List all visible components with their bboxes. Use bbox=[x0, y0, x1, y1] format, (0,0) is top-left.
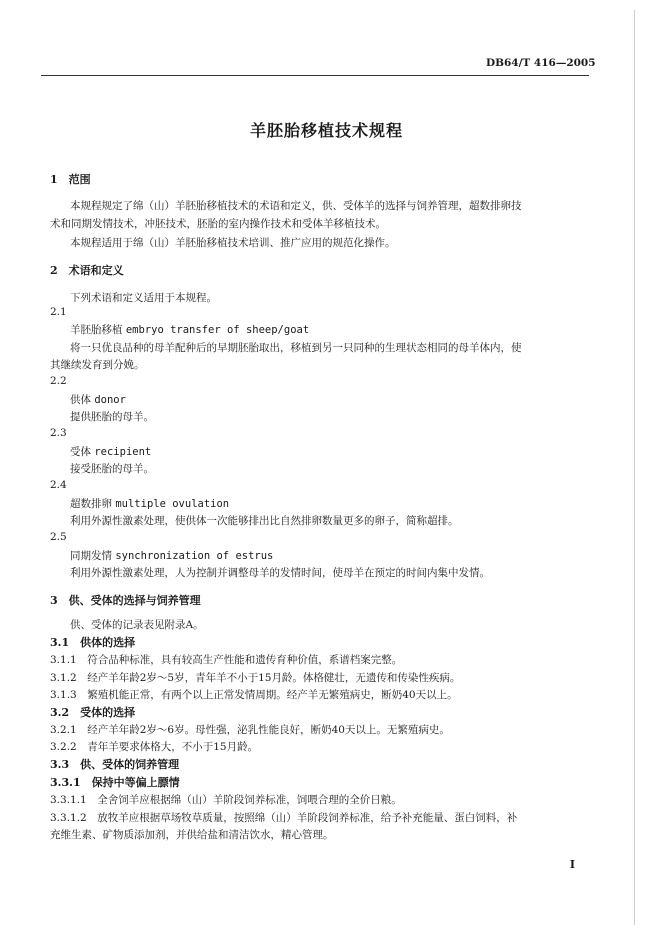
term-2-1-definition-a: 将一只优良品种的母羊配种后的早期胚胎取出，移植到另一只同种的生理状态相同的母羊体内，使 bbox=[70, 342, 522, 354]
page-number: I bbox=[569, 858, 575, 871]
section-3-1-heading: 3.1 供体的选择 bbox=[50, 636, 136, 649]
clause-3-3-1-2a: 3.3.1.2 放牧羊应根据草场牧草质量，按照绵（山）羊阶段饲养标准，给予补充能量、蛋白饲料，补 bbox=[50, 812, 518, 824]
term-2-2-definition: 提供胚胎的母羊。 bbox=[70, 411, 154, 423]
clause-3-1-1: 3.1.1 符合品种标准，具有较高生产性能和遗传育种价值，系谱档案完整。 bbox=[50, 654, 403, 666]
term-2-4-en: multiple ovulation bbox=[115, 498, 230, 510]
term-2-5-number: 2.5 bbox=[50, 531, 67, 543]
header-rule bbox=[41, 75, 589, 76]
term-2-5-definition: 利用外源性激素处理，人为控制并调整母羊的发情时间，使母羊在预定的时间内集中发情。 bbox=[70, 567, 490, 579]
section-1-paragraph-1b: 术和同期发情技术，冲胚技术，胚胎的室内操作技术和受体羊移植技术。 bbox=[50, 218, 386, 230]
clause-3-3-1-1: 3.3.1.1 全舍饲羊应根据绵（山）羊阶段饲养标准，饲喂合理的全价日粮。 bbox=[50, 794, 402, 806]
scan-edge-line bbox=[634, 10, 635, 925]
section-1-paragraph-2: 本规程适用于绵（山）羊胚胎移植技术培训、推广应用的规范化操作。 bbox=[70, 237, 396, 249]
term-2-4-heading bbox=[70, 496, 229, 511]
term-2-4-definition: 利用外源性激素处理，使供体一次能够排出比自然排卵数量更多的卵子，简称超排。 bbox=[70, 515, 459, 527]
section-2-heading: 2 术语和定义 bbox=[50, 264, 124, 277]
clause-3-3-1-heading: 3.3.1 保持中等偏上膘情 bbox=[50, 776, 180, 789]
term-2-3-definition: 接受胚胎的母羊。 bbox=[70, 463, 154, 475]
term-2-3-zh: 受体 bbox=[70, 446, 91, 458]
section-1-heading: 1 范围 bbox=[50, 173, 91, 186]
term-2-5-heading bbox=[70, 548, 273, 563]
section-3-3-heading: 3.3 供、受体的饲养管理 bbox=[50, 758, 180, 771]
term-2-1-zh: 羊胚胎移植 bbox=[70, 324, 123, 336]
section-3-intro: 供、受体的记录表见附录A。 bbox=[70, 619, 204, 631]
term-2-1-en: embryo transfer of sheep/goat bbox=[125, 324, 310, 336]
term-2-2-zh: 供体 bbox=[70, 394, 91, 406]
term-2-2-en: donor bbox=[94, 394, 126, 406]
term-2-3-heading bbox=[70, 444, 151, 459]
term-2-5-en: synchronization of estrus bbox=[115, 550, 274, 562]
term-2-1-heading bbox=[70, 322, 309, 337]
section-2-intro: 下列术语和定义适用于本规程。 bbox=[70, 292, 217, 304]
clause-3-1-3: 3.1.3 繁殖机能正常，有两个以上正常发情周期。经产羊无繁殖病史，断奶40天以上。 bbox=[50, 689, 458, 701]
term-2-2-number: 2.2 bbox=[50, 375, 67, 387]
document-title: 羊胚胎移植技术规程 bbox=[249, 121, 403, 140]
standard-code: DB64/T 416—2005 bbox=[486, 57, 596, 69]
term-2-5-zh: 同期发情 bbox=[70, 550, 112, 562]
section-3-heading: 3 供、受体的选择与饲养管理 bbox=[50, 594, 201, 607]
clause-3-3-1-2b: 充维生素、矿物质添加剂，并供给盐和清洁饮水，精心管理。 bbox=[50, 829, 334, 841]
term-2-2-heading bbox=[70, 392, 126, 407]
term-2-3-en: recipient bbox=[94, 446, 152, 458]
term-2-4-number: 2.4 bbox=[50, 479, 67, 491]
section-1-paragraph-1a: 本规程规定了绵（山）羊胚胎移植技术的术语和定义，供、受体羊的选择与饲养管理，超数排卵技 bbox=[70, 200, 522, 212]
clause-3-2-1: 3.2.1 经产羊年龄2岁～6岁。母性强，泌乳性能良好，断奶40天以上。无繁殖病史。 bbox=[50, 724, 450, 736]
section-3-2-heading: 3.2 受体的选择 bbox=[50, 706, 136, 719]
clause-3-2-2: 3.2.2 青年羊要求体格大，不小于15月龄。 bbox=[50, 741, 259, 753]
term-2-3-number: 2.3 bbox=[50, 427, 67, 439]
clause-3-1-2: 3.1.2 经产羊年龄2岁～5岁，青年羊不小于15月龄。体格健壮，无遗传和传染性疾病。 bbox=[50, 672, 461, 684]
term-2-1-definition-b: 其继续发育到分娩。 bbox=[50, 359, 145, 371]
term-2-1-number: 2.1 bbox=[50, 306, 67, 318]
term-2-4-zh: 超数排卵 bbox=[70, 498, 112, 510]
